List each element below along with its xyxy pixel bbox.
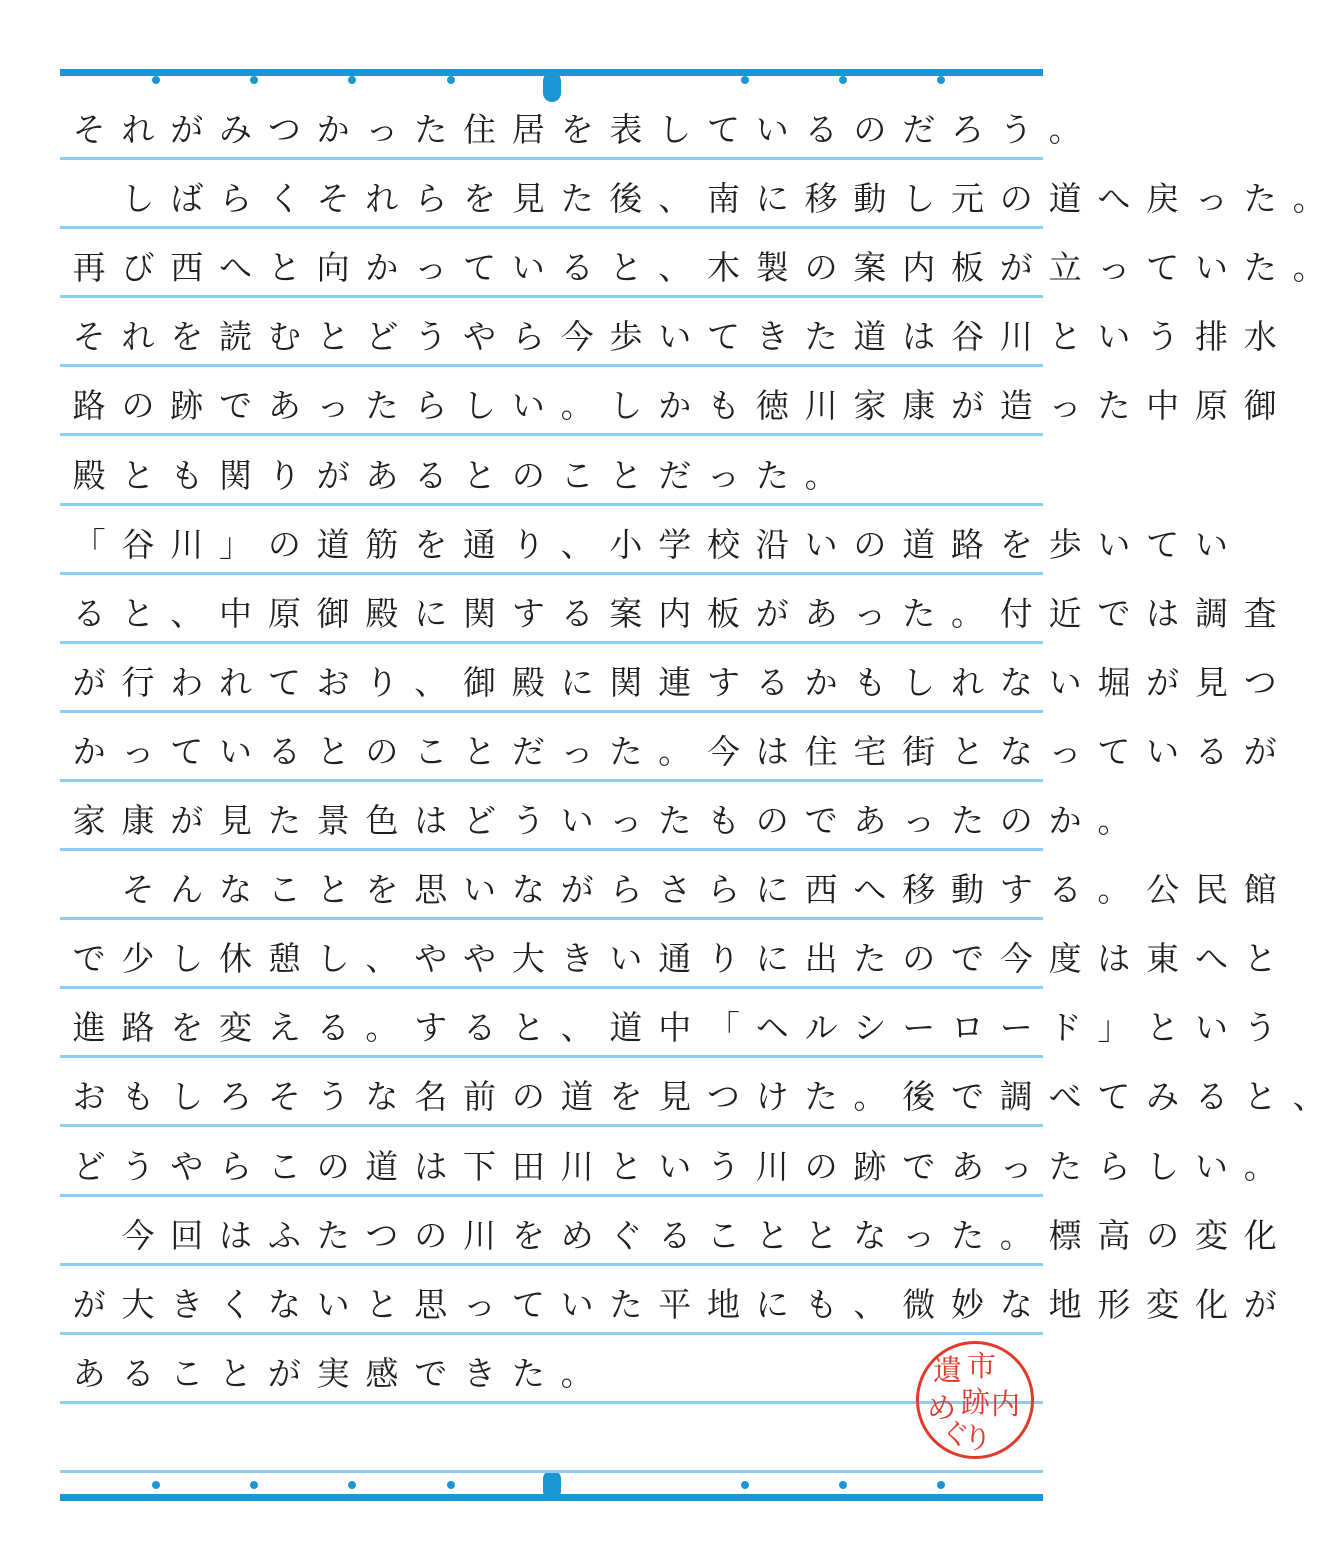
- ruled-line: [60, 433, 1043, 436]
- bottom-binding-dot: [937, 1481, 945, 1489]
- stamp-char: 市: [967, 1349, 997, 1383]
- ruled-line: [60, 572, 1043, 575]
- text-line: 今 回 は ふ た つ の 川 を め ぐ る こ と と な っ た 。 標 高 の 変 化: [121, 1215, 1278, 1255]
- stamp-char: り: [963, 1421, 993, 1455]
- top-binding-dot: [152, 76, 160, 84]
- ruled-line: [60, 295, 1043, 298]
- bottom-binding-dot: [741, 1481, 749, 1489]
- text-line: る と 、 中 原 御 殿 に 関 す る 案 内 板 が あ っ た 。 付 近 で は 調 査: [72, 593, 1278, 633]
- ruled-line: [60, 641, 1043, 644]
- text-line: 家 康 が 見 た 景 色 は ど う い っ た も の で あ っ た の か 。: [72, 801, 1131, 840]
- top-binding-dot: [839, 76, 847, 84]
- bottom-binding-dot: [447, 1481, 455, 1489]
- ruled-line: [60, 1332, 1043, 1335]
- ruled-line: [60, 1055, 1043, 1058]
- text-line: 路 の 跡 で あ っ た ら し い 。 し か も 徳 川 家 康 が 造 っ た 中 原 御: [72, 386, 1278, 426]
- ruled-line: [60, 848, 1043, 851]
- stamp-char: 跡: [961, 1385, 991, 1419]
- top-binding-dot: [937, 76, 945, 84]
- text-line: そ れ が み つ か っ た 住 居 を 表 し て い る の だ ろ う 。: [72, 110, 1083, 149]
- ruled-line: [60, 779, 1043, 782]
- text-line: ど う や ら こ の 道 は 下 田 川 と い う 川 の 跡 で あ っ た ら し い 。: [72, 1146, 1278, 1186]
- ruled-line: [60, 1194, 1043, 1197]
- ruled-line: [60, 1124, 1043, 1127]
- bottom-binding-dot: [348, 1481, 356, 1489]
- text-line: し ば ら く そ れ ら を 見 た 後 、 南 に 移 動 し 元 の 道 へ 戻 っ た 。: [121, 179, 1327, 219]
- ruled-line: [60, 986, 1043, 989]
- stamp-char: 遺: [933, 1353, 963, 1387]
- ruled-line: [60, 917, 1043, 920]
- text-line: そ れ を 読 む と ど う や ら 今 歩 い て き た 道 は 谷 川 と い う 排 水: [72, 317, 1278, 357]
- top-binding-dot: [348, 76, 356, 84]
- text-line: 「 谷 川 」 の 道 筋 を 通 り 、 小 学 校 沿 い の 道 路 を 歩 い て い: [72, 524, 1229, 564]
- ruled-line: [60, 1401, 1043, 1404]
- text-line: 再 び 西 へ と 向 か っ て い る と 、 木 製 の 案 内 板 が 立 っ て い た 。: [72, 248, 1327, 288]
- ruled-line: [60, 710, 1043, 713]
- ruled-line: [60, 503, 1043, 506]
- bottom-binding-tab: [543, 1470, 561, 1500]
- stamp-char: め: [927, 1391, 957, 1425]
- ruled-line: [60, 157, 1043, 160]
- ruled-line: [60, 364, 1043, 367]
- top-binding-dot: [250, 76, 258, 84]
- stamp-char: ぐ: [941, 1417, 971, 1451]
- ruled-line: [60, 1470, 1043, 1473]
- bottom-binding-dot: [152, 1481, 160, 1489]
- top-binding-dot: [741, 76, 749, 84]
- text-line: か っ て い る と の こ と だ っ た 。 今 は 住 宅 街 と な っ て い る が: [72, 731, 1278, 771]
- text-line: あ る こ と が 実 感 で き た 。: [72, 1353, 595, 1393]
- bottom-binding-dot: [839, 1481, 847, 1489]
- text-line: そ ん な こ と を 思 い な が ら さ ら に 西 へ 移 動 す る 。 公 民 館: [121, 870, 1278, 910]
- top-binding-tab: [543, 72, 561, 102]
- top-binding-dot: [447, 76, 455, 84]
- bottom-binding-dot: [250, 1481, 258, 1489]
- seal-stamp: [916, 1341, 1034, 1459]
- stamp-char: 内: [991, 1387, 1021, 1421]
- text-line: お も し ろ そ う な 名 前 の 道 を 見 つ け た 。 後 で 調 べ て み る と 、: [72, 1077, 1327, 1117]
- text-line: 進 路 を 変 え る 。 す る と 、 道 中 「 ヘ ル シ ー ロ ー ド 」 と い う: [72, 1008, 1278, 1048]
- text-line: 殿 と も 関 り が あ る と の こ と だ っ た 。: [72, 455, 839, 495]
- ruled-line: [60, 226, 1043, 229]
- text-line: が 行 わ れ て お り 、 御 殿 に 関 連 す る か も し れ な い 堀 が 見 つ: [72, 662, 1278, 702]
- ruled-line: [60, 1263, 1043, 1266]
- text-line: で 少 し 休 憩 し 、 や や 大 き い 通 り に 出 た の で 今 度 は 東 へ と: [72, 939, 1278, 979]
- text-line: が 大 き く な い と 思 っ て い た 平 地 に も 、 微 妙 な 地 形 変 化 が: [72, 1284, 1278, 1324]
